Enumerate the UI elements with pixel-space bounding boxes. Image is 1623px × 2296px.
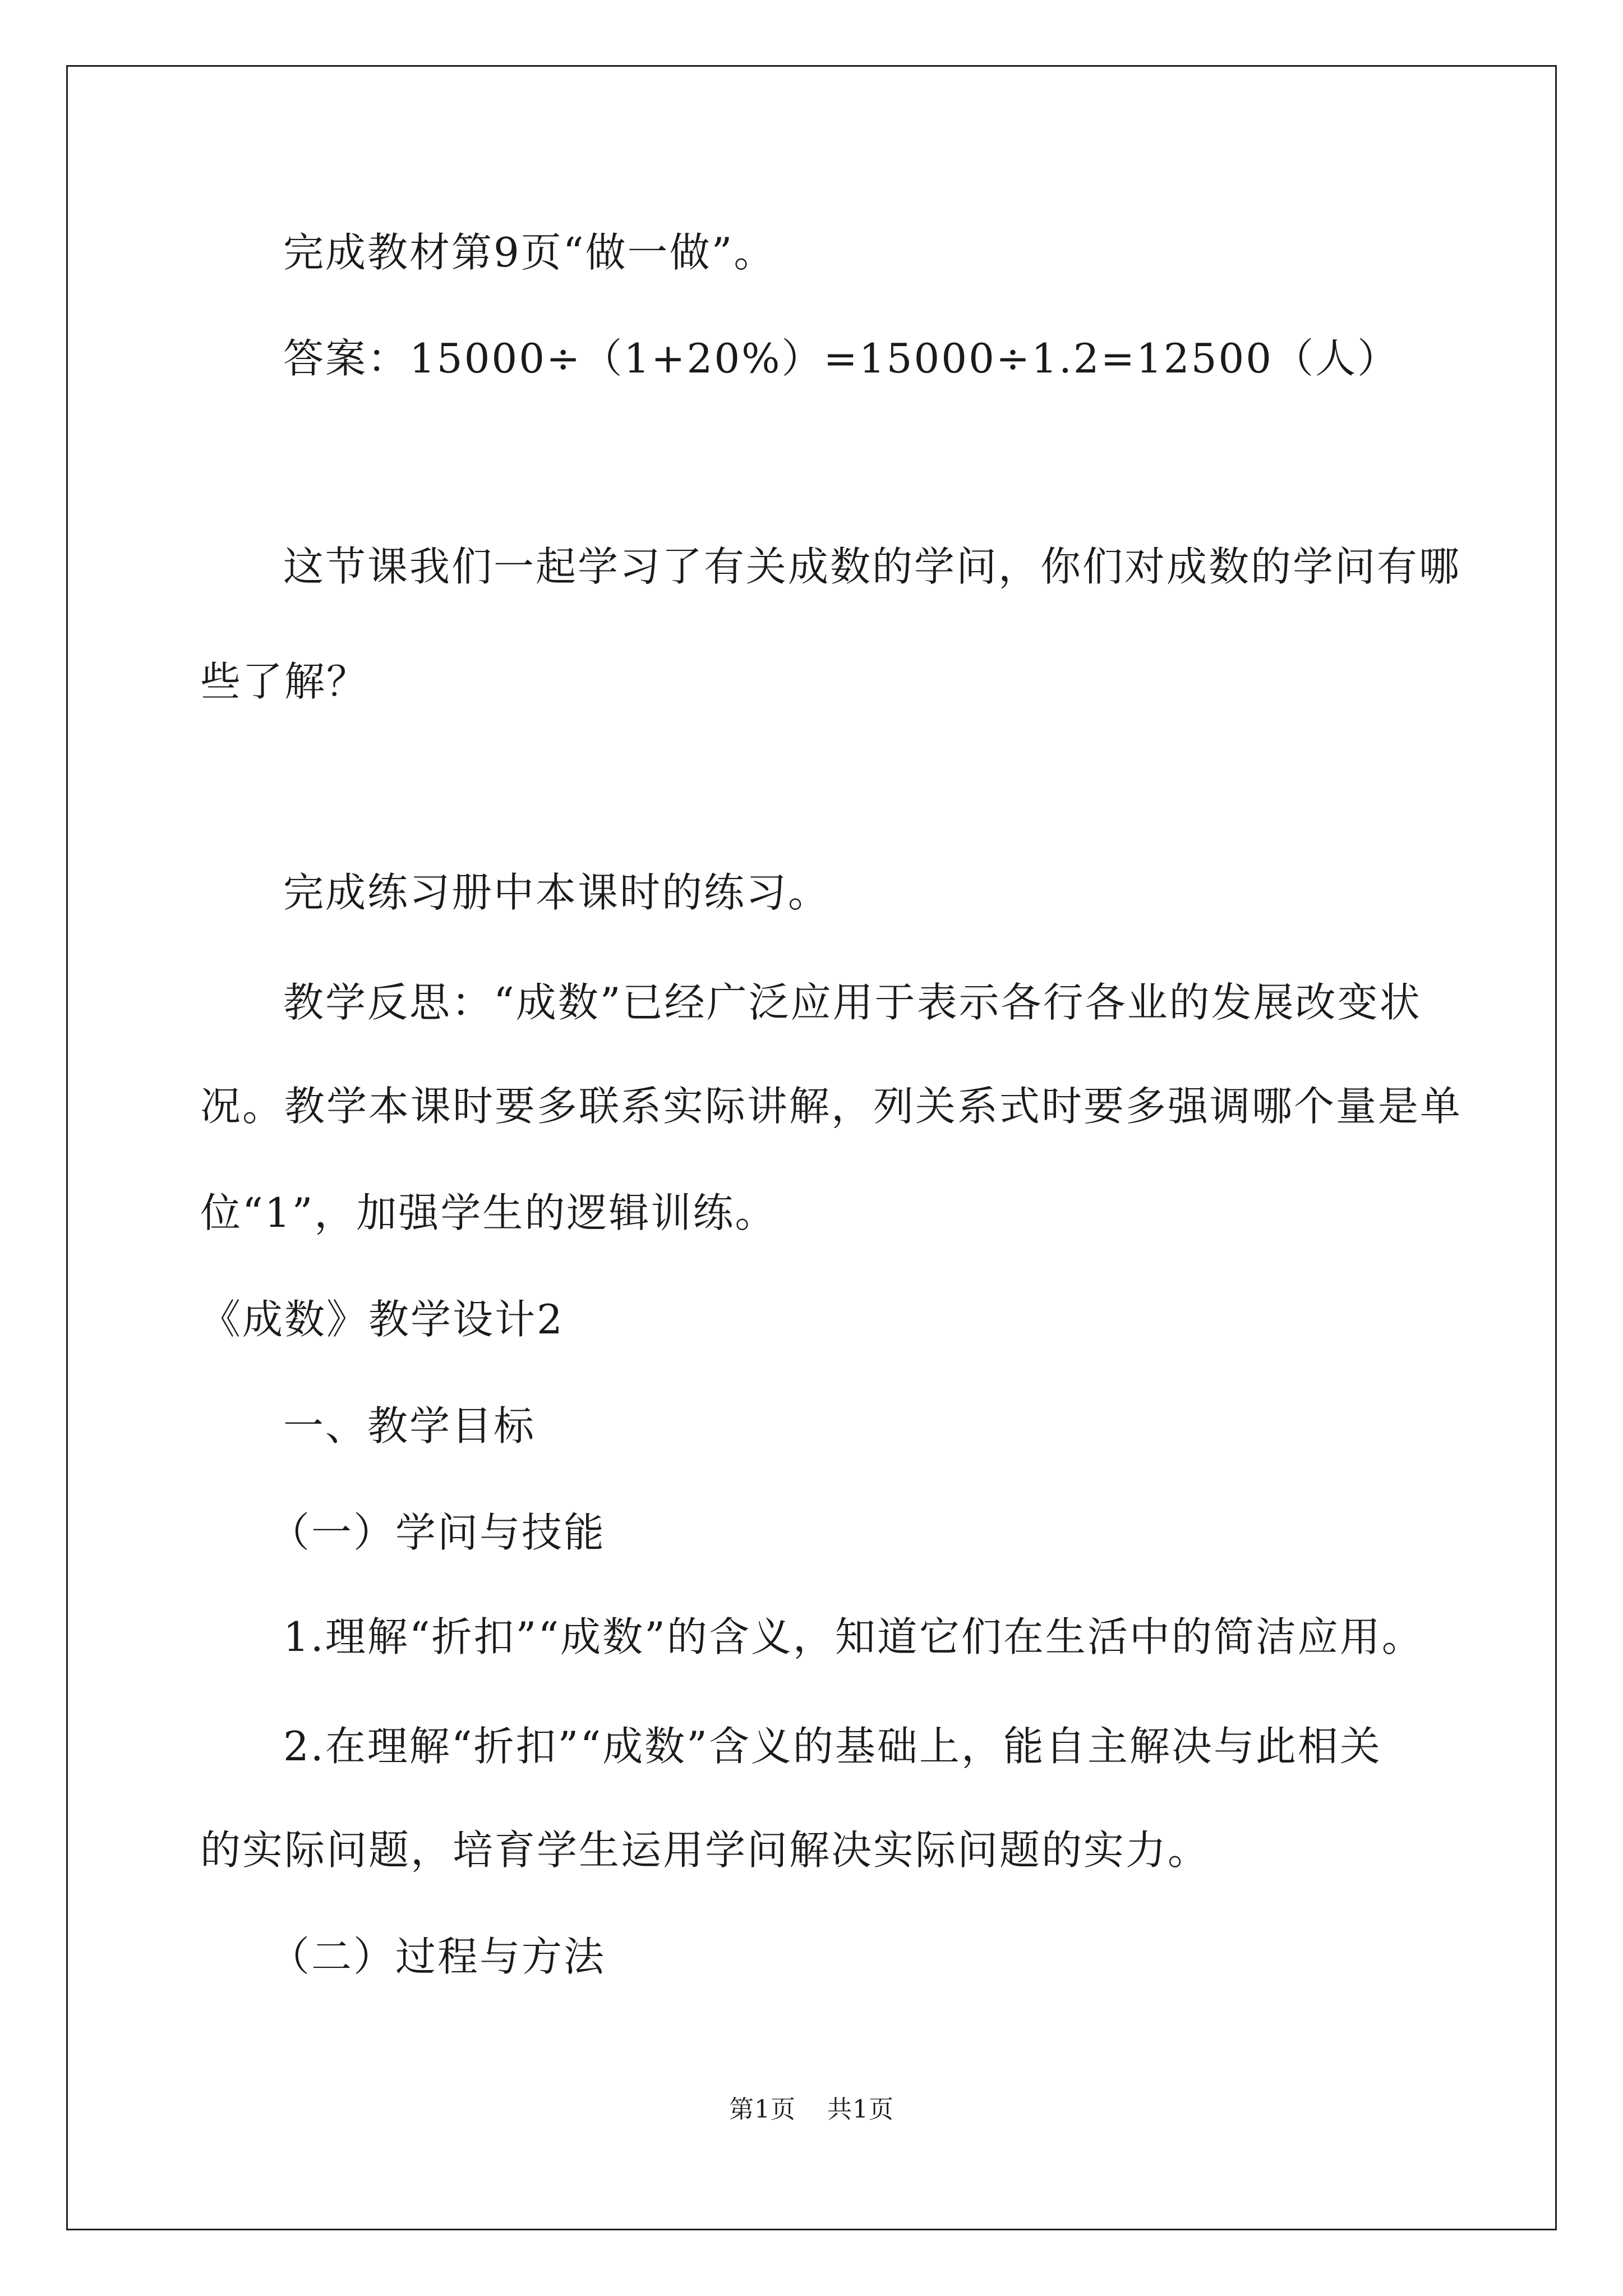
paragraph-reflection-line2: 况。教学本课时要多联系实际讲解，列关系式时要多强调哪个量是单 bbox=[200, 1083, 1463, 1130]
paragraph-goal-1: 1.理解“折扣”“成数”的含义，知道它们在生活中的简洁应用。 bbox=[283, 1613, 1424, 1660]
paragraph-exercise: 完成教材第9页“做一做”。 bbox=[283, 229, 776, 276]
paragraph-answer: 答案：15000÷（1+20%）=15000÷1.2=12500（人） bbox=[283, 335, 1400, 382]
heading-process-methods: （二）过程与方法 bbox=[269, 1933, 606, 1980]
section-title: 《成数》教学设计2 bbox=[200, 1296, 564, 1343]
heading-knowledge-skills: （一）学问与技能 bbox=[269, 1509, 606, 1556]
page-border bbox=[66, 65, 1557, 2230]
paragraph-summary-line2: 些了解？ bbox=[200, 658, 369, 705]
paragraph-reflection-line3: 位“1”，加强学生的逻辑训练。 bbox=[200, 1189, 777, 1236]
footer-page-number: 第1页 bbox=[729, 2095, 796, 2124]
footer-total-pages: 共1页 bbox=[827, 2095, 894, 2124]
heading-teaching-goals: 一、教学目标 bbox=[283, 1402, 536, 1450]
paragraph-goal-2-line1: 2.在理解“折扣”“成数”含义的基础上，能自主解决与此相关 bbox=[283, 1723, 1382, 1770]
paragraph-homework: 完成练习册中本课时的练习。 bbox=[283, 869, 831, 916]
paragraph-goal-2-line2: 的实际问题，培育学生运用学问解决实际问题的实力。 bbox=[200, 1826, 1210, 1874]
paragraph-reflection-line1: 教学反思：“成数”已经广泛应用于表示各行各业的发展改变状 bbox=[283, 979, 1422, 1026]
paragraph-summary-line1: 这节课我们一起学习了有关成数的学问，你们对成数的学问有哪 bbox=[283, 543, 1461, 590]
page-footer bbox=[0, 2094, 1623, 2125]
